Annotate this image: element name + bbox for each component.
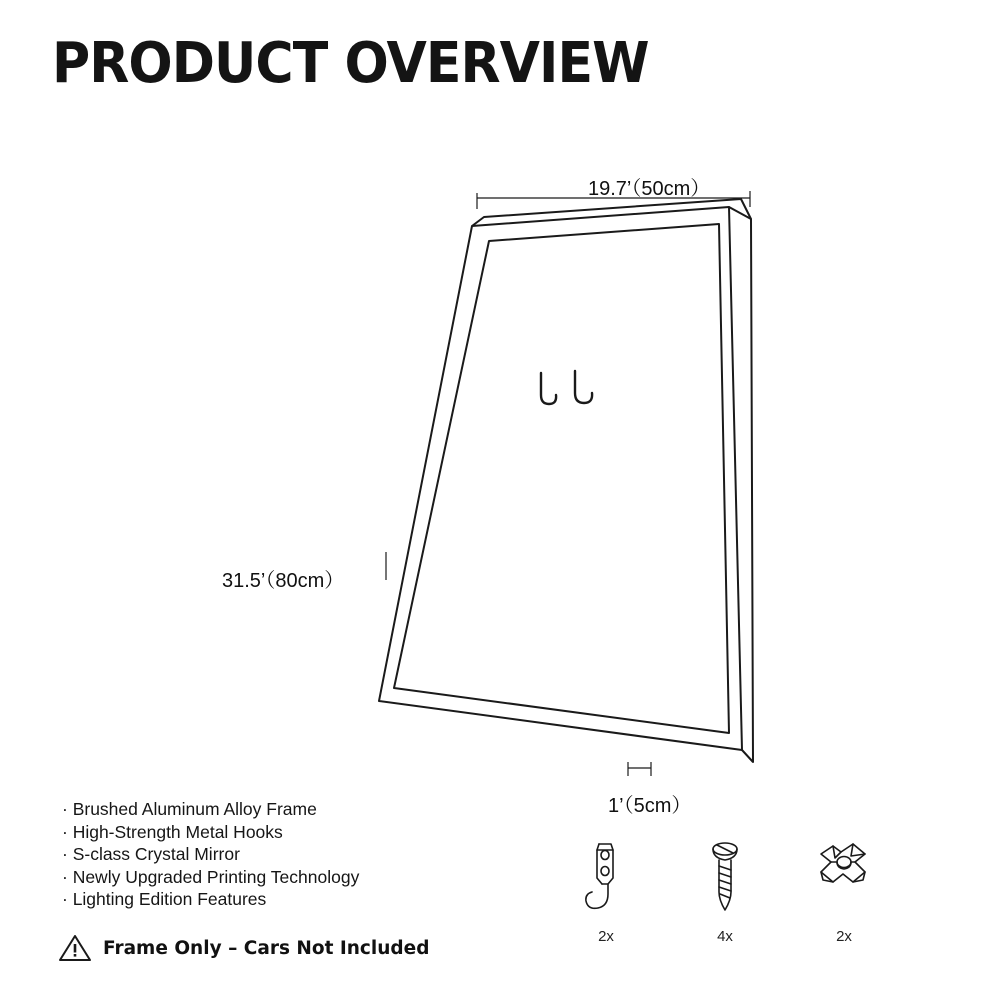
list-item: · Brushed Aluminum Alloy Frame: [62, 799, 317, 819]
mirror-hooks: [541, 371, 592, 404]
hardware-item-anchor: [798, 840, 890, 945]
list-item: · S-class Crystal Mirror: [62, 844, 240, 864]
dimension-depth-guide: [628, 762, 651, 776]
list-item: · High-Strength Metal Hooks: [62, 821, 283, 842]
warning-triangle-icon: [58, 933, 92, 963]
dimension-height-label: 31.5’（80cm）: [222, 570, 345, 592]
screw-icon: [702, 840, 748, 922]
hardware-qty: 2x: [598, 928, 614, 945]
hardware-item-screw: [679, 840, 771, 945]
dimension-width-label: 19.7’（50cm）: [588, 178, 711, 200]
list-item: · Lighting Edition Features: [62, 889, 267, 909]
hardware-qty: 4x: [717, 928, 733, 945]
hardware-row: [560, 840, 890, 945]
feature-list: [62, 798, 492, 911]
hardware-qty: 2x: [836, 928, 852, 945]
hardware-item-hook: [560, 840, 652, 945]
page-title: PRODUCT OVERVIEW: [52, 31, 649, 96]
warning-text: Frame Only – Cars Not Included: [103, 937, 430, 959]
dimension-depth-label: 1’（5cm）: [608, 795, 692, 817]
warning-row: [58, 933, 429, 963]
anchor-icon: [811, 840, 877, 922]
hook-icon: [577, 840, 635, 922]
list-item: · Newly Upgraded Printing Technology: [62, 866, 360, 887]
mirror-frame-outline: [379, 199, 753, 762]
